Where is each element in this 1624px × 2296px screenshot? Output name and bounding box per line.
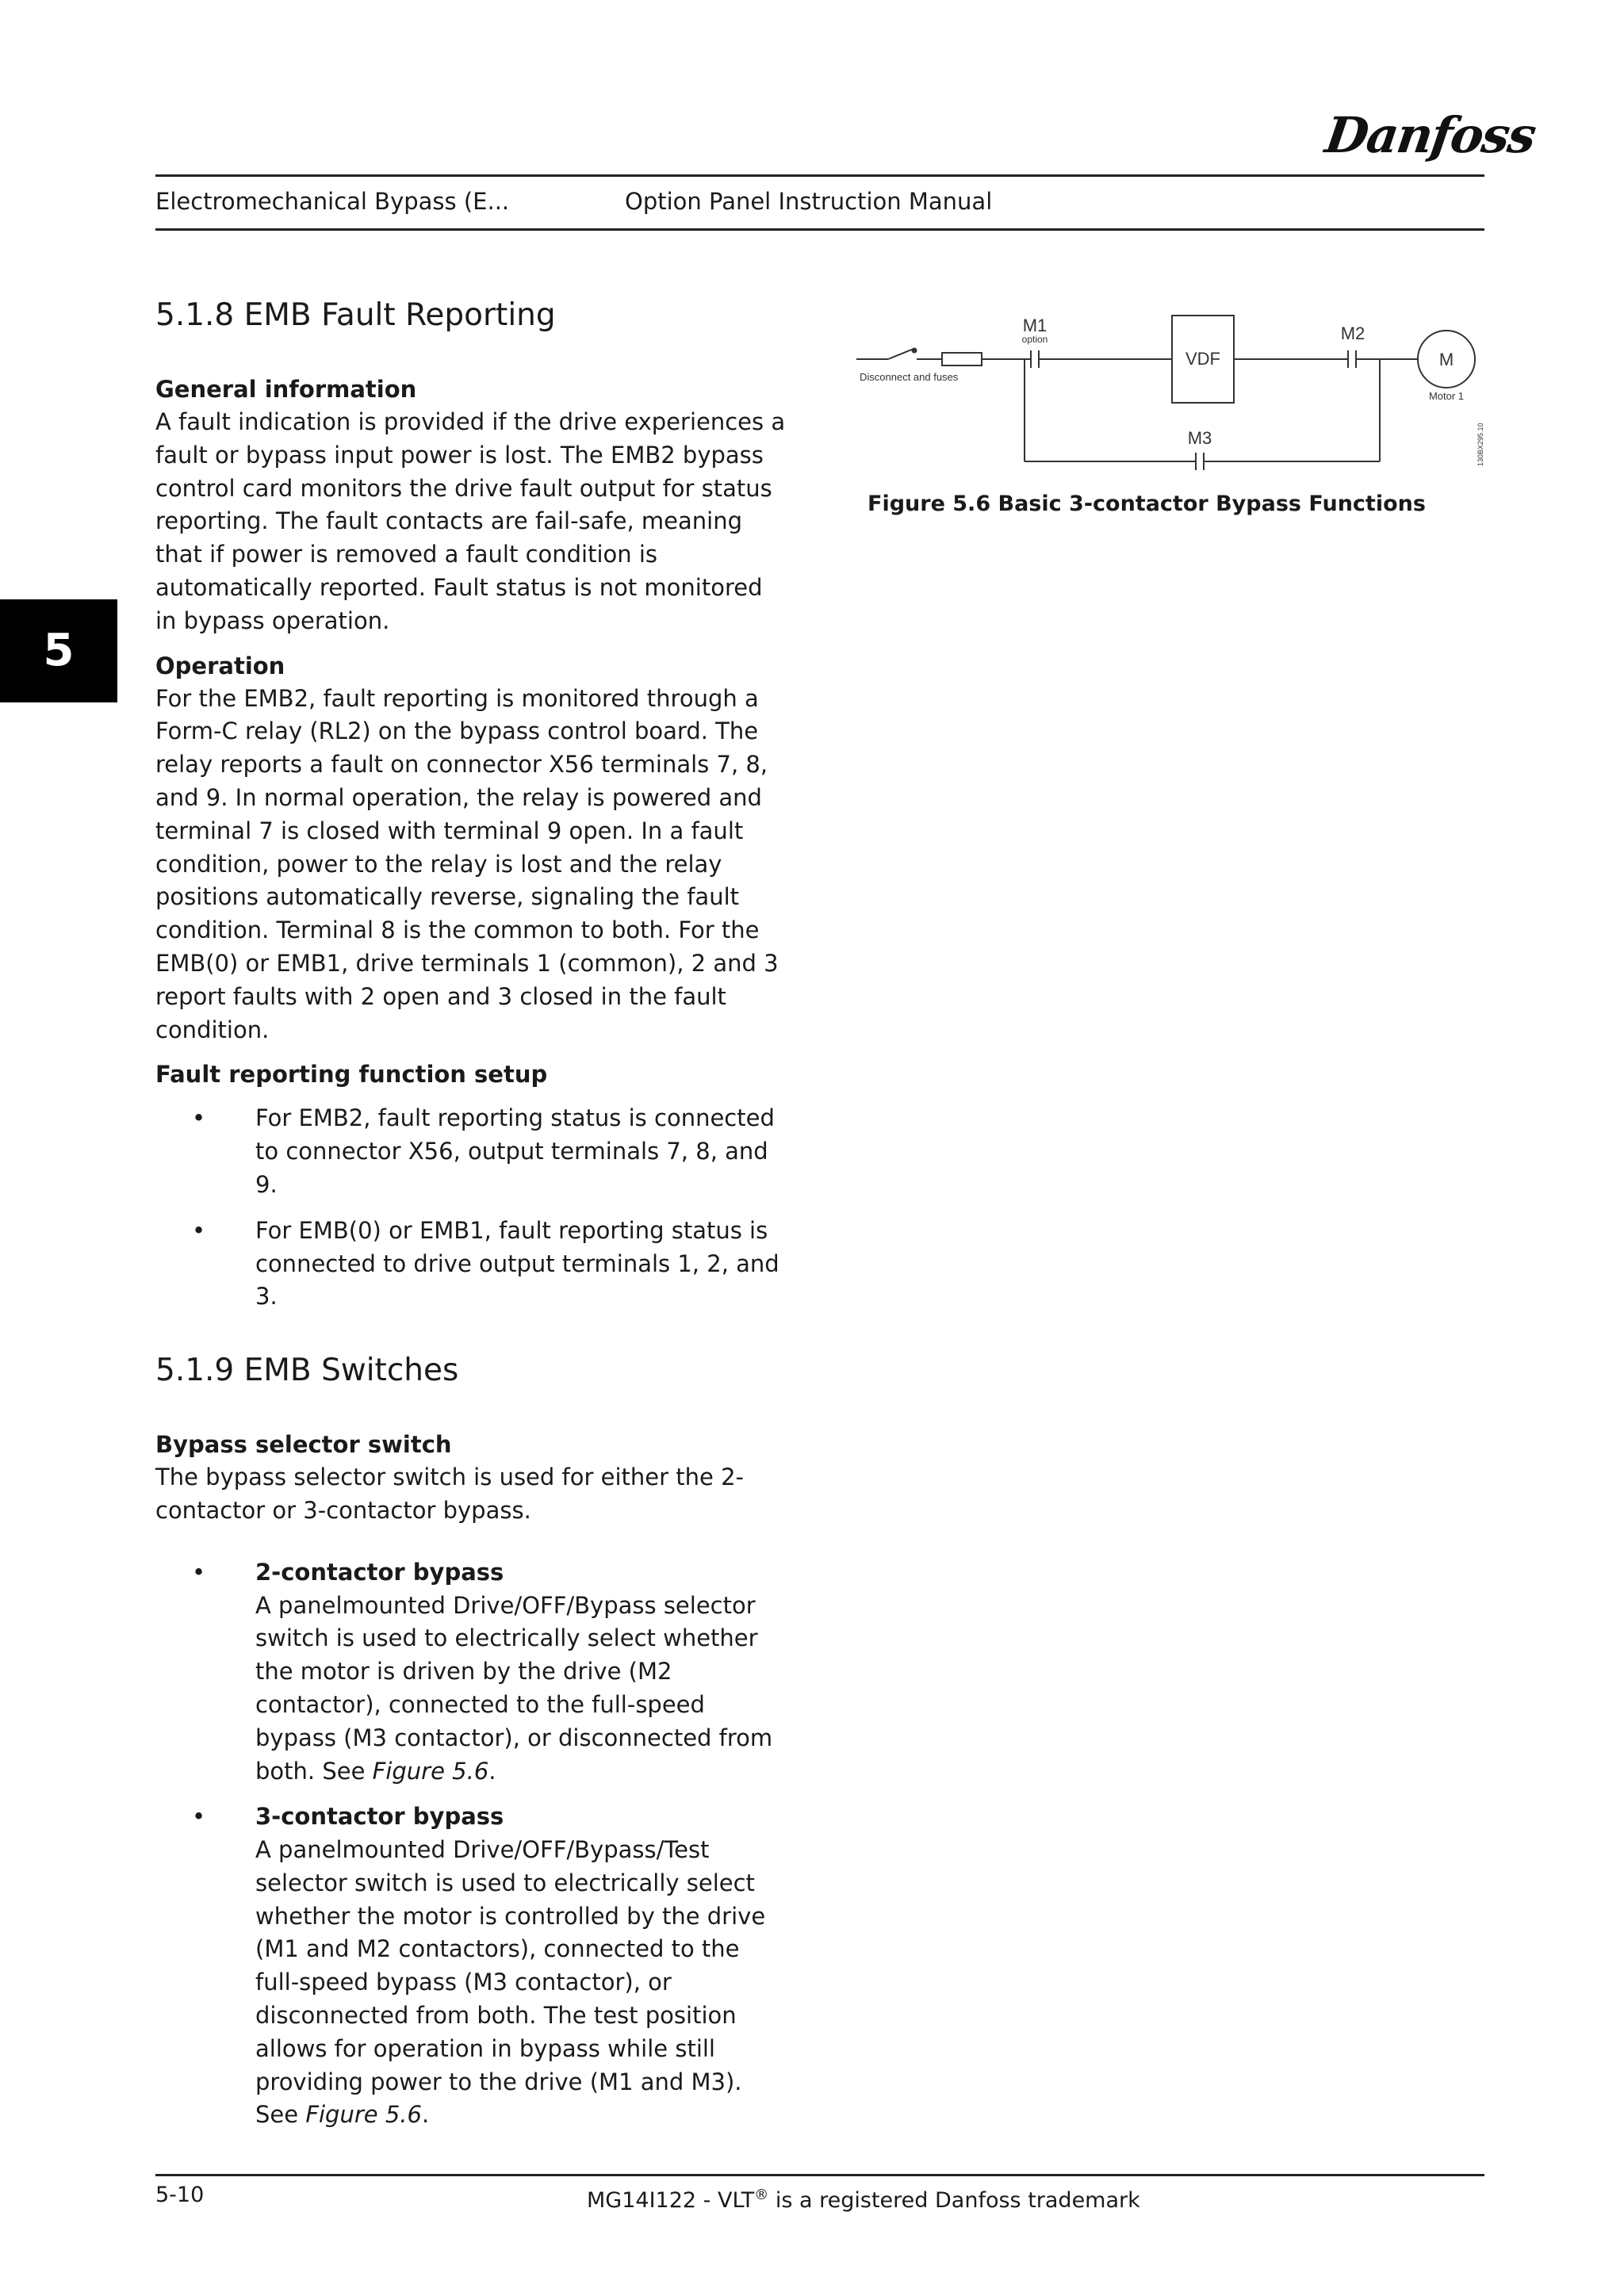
item-title: 3-contactor bypass [255,1803,504,1831]
selector-switch-heading: Bypass selector switch [155,1431,452,1459]
m2-label: M2 [1340,323,1365,343]
header-manual-title: Option Panel Instruction Manual [625,188,993,215]
operation-text: For the EMB2, fault reporting is monitored through a Form-C relay (RL2) on the bypass control board. The relay reports a fault on connector X56 terminals 7, 8, and 9. In normal operation, the relay is powered and terminal 7 is closed with terminal 9 open. In a fault condition, power to the relay is lost and the relay positions automatically reverse, signaling the fault condition. Terminal 8 is the common to both. For the EMB(0) or EMB1, drive terminals 1 (common), 2 and 3 report faults with 2 open and 3 closed in the fault condition. [155,684,779,1043]
header-rule-top [155,174,1484,177]
bullet-icon: • [192,1104,206,1132]
motor-label: Motor 1 [1428,390,1465,402]
list-item: • 2-contactor bypass A panelmounted Drive/OFF/Bypass selector switch is used to electrically select whether the motor is driven by the drive (M2 contactor), connected to the full-speed bypass (M3 contactor), or disconnected from both. See Figure 5.6. [155,1556,790,1789]
bypass-circuit-diagram [848,308,1491,490]
header-section-title: Electromechanical Bypass (E... [155,188,510,215]
figure-reference: Figure 5.6 [372,1757,489,1785]
general-information-text: A fault indication is provided if the drive experiences a fault or bypass input power is lost. The EMB2 bypass control card monitors the drive fault output for status reporting. The fault contacts are fail-safe, meaning that if power is removed a fault condition is automatically reported. Fault status is not monitored in bypass operation. [155,408,786,634]
item-title: 2-contactor bypass [255,1558,504,1586]
main-column [155,293,790,2145]
operation-heading: Operation [155,652,285,679]
m1-label: M1 [1022,316,1048,335]
bullet-icon: • [192,1558,206,1586]
section-title-519: 5.1.9 EMB Switches [155,1353,459,1389]
vdf-label: VDF [1185,349,1220,369]
list-item: • For EMB(0) or EMB1, fault reporting status is connected to drive output terminals 1, 2, and 3. [155,1215,790,1314]
option-label: option [1021,334,1048,345]
disconnect-label: Disconnect and fuses [860,371,959,383]
general-information-heading: General information [155,376,417,403]
chapter-tab: 5 [0,599,117,702]
figure-caption: Figure 5.6 Basic 3-contactor Bypass Functions [868,492,1426,516]
danfoss-logo: Danfoss [1321,106,1539,164]
list-item: • 3-contactor bypass A panelmounted Drive/OFF/Bypass/Test selector switch is used to electrically select whether the motor is controlled by the drive (M1 and M2 contactors), connected to the full-speed bypass (M3 contactor), or disconnected from both. The test position allows for operation in bypass while still providing power to the drive (M1 and M3). See Figure 5.6. [155,1800,790,2132]
figure-reference: Figure 5.6 [305,2101,422,2129]
footer-rule [155,2174,1484,2176]
bullet-icon: • [192,1803,206,1831]
header-rule-bottom [155,228,1484,231]
m3-label: M3 [1187,428,1212,448]
list-item: • For EMB2, fault reporting status is connected to connector X56, output terminals 7, 8, and 9. [155,1102,790,1201]
bullet-icon: • [192,1216,206,1244]
section-title-518: 5.1.8 EMB Fault Reporting [155,297,556,333]
figure-code-label: 130BX295.10 [1477,423,1484,466]
switch-bullet-list [155,1556,790,2133]
page-number: 5-10 [155,2183,205,2207]
footer-trademark: MG14I122 - VLT® is a registered Danfoss trademark [587,2187,1140,2213]
setup-heading: Fault reporting function setup [155,1061,548,1089]
selector-switch-text: The bypass selector switch is used for either the 2-contactor or 3-contactor bypass. [155,1464,744,1524]
motor-symbol-label: M [1438,350,1454,369]
setup-bullet-list [155,1102,790,1314]
